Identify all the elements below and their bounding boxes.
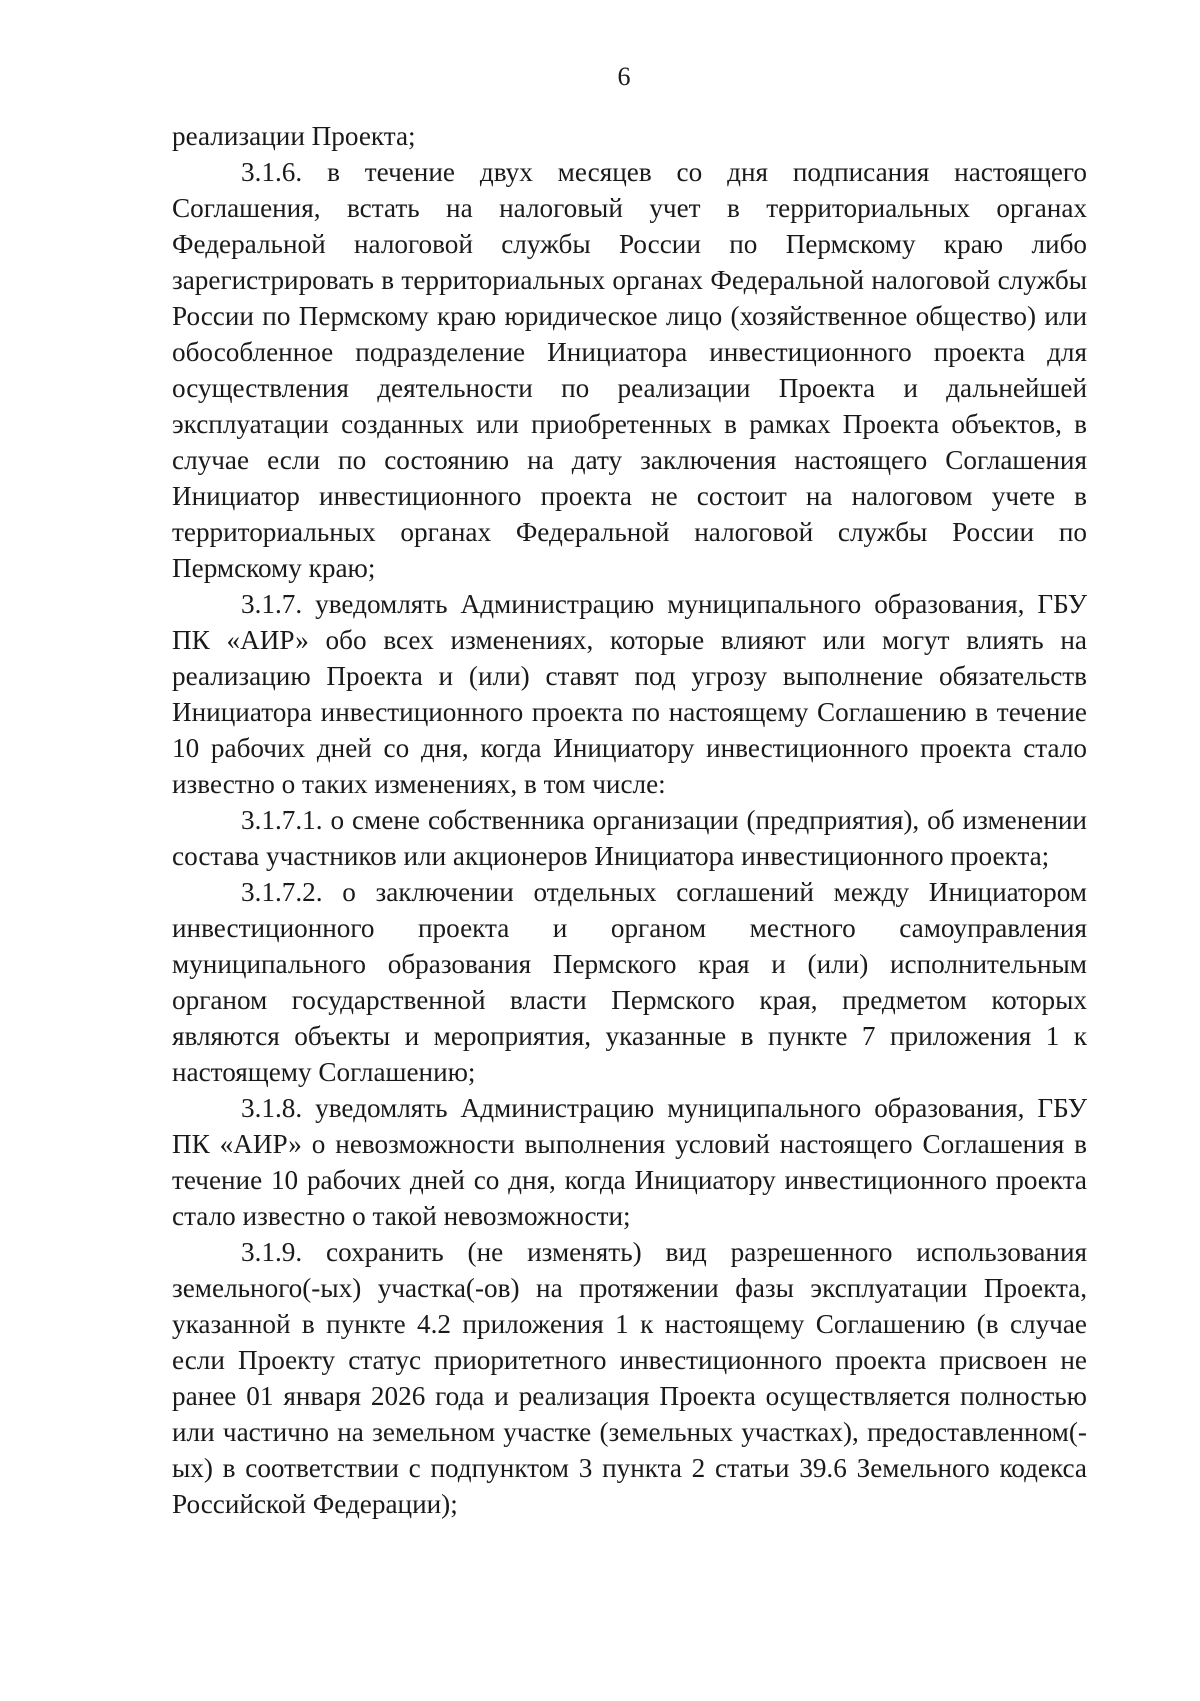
paragraph-3-1-6: 3.1.6. в течение двух месяцев со дня подписания настоящего Соглашения, встать на налоговый учет в территориальных органах Федеральной налоговой службы России по Пермскому краю либо зарегистрировать в территориальных органах Федеральной налоговой службы России по Пермскому краю юридическое лицо (хозяйственное общество) или обособленное подразделение Инициатора инвестиционного проекта для осуществления деятельности по реализации Проекта и дальнейшей эксплуатации созданных или приобретенных в рамках Проекта объектов, в случае если по состоянию на дату заключения настоящего Соглашения Инициатор инвестиционного проекта не состоит на налоговом учете в территориальных органах Федеральной налоговой службы России по Пермскому краю;: [172, 157, 1087, 583]
paragraph-3-1-8: 3.1.8. уведомлять Администрацию муниципального образования, ГБУ ПК «АИР» о невозможности выполнения условий настоящего Соглашения в течение 10 рабочих дней со дня, когда Инициатору инвестиционного проекта стало известно о такой невозможности;: [172, 1093, 1087, 1231]
paragraph-3-1-9: 3.1.9. сохранить (не изменять) вид разрешенного использования земельного(-ых) участка(-ов) на протяжении фазы эксплуатации Проекта, указанной в пункте 4.2 приложения 1 к настоящему Соглашению (в случае если Проекту статус приоритетного инвестиционного проекта присвоен не ранее 01 января 2026 года и реализация Проекта осуществляется полностью или частично на земельном участке (земельных участках), предоставленном(-ых) в соответствии с подпунктом 3 пункта 2 статьи 39.6 Земельного кодекса Российской Федерации);: [172, 1237, 1087, 1519]
page-number: 6: [617, 62, 631, 91]
document-body: [172, 118, 1087, 1522]
paragraph-3-1-7-1: 3.1.7.1. о смене собственника организации (предприятия), об изменении состава участников или акционеров Инициатора инвестиционного проекта;: [172, 805, 1087, 871]
paragraph-3-1-7-2: 3.1.7.2. о заключении отдельных соглашений между Инициатором инвестиционного проекта и органом местного самоуправления муниципального образования Пермского края и (или) исполнительным органом государственной власти Пермского края, предметом которых являются объекты и мероприятия, указанные в пункте 7 приложения 1 к настоящему Соглашению;: [172, 877, 1087, 1087]
paragraph-continuation: реализации Проекта;: [172, 121, 416, 151]
paragraph-3-1-7: 3.1.7. уведомлять Администрацию муниципального образования, ГБУ ПК «АИР» обо всех изменениях, которые влияют или могут влиять на реализацию Проекта и (или) ставят под угрозу выполнение обязательств Инициатора инвестиционного проекта по настоящему Соглашению в течение 10 рабочих дней со дня, когда Инициатору инвестиционного проекта стало известно о таких изменениях, в том числе:: [172, 589, 1087, 799]
